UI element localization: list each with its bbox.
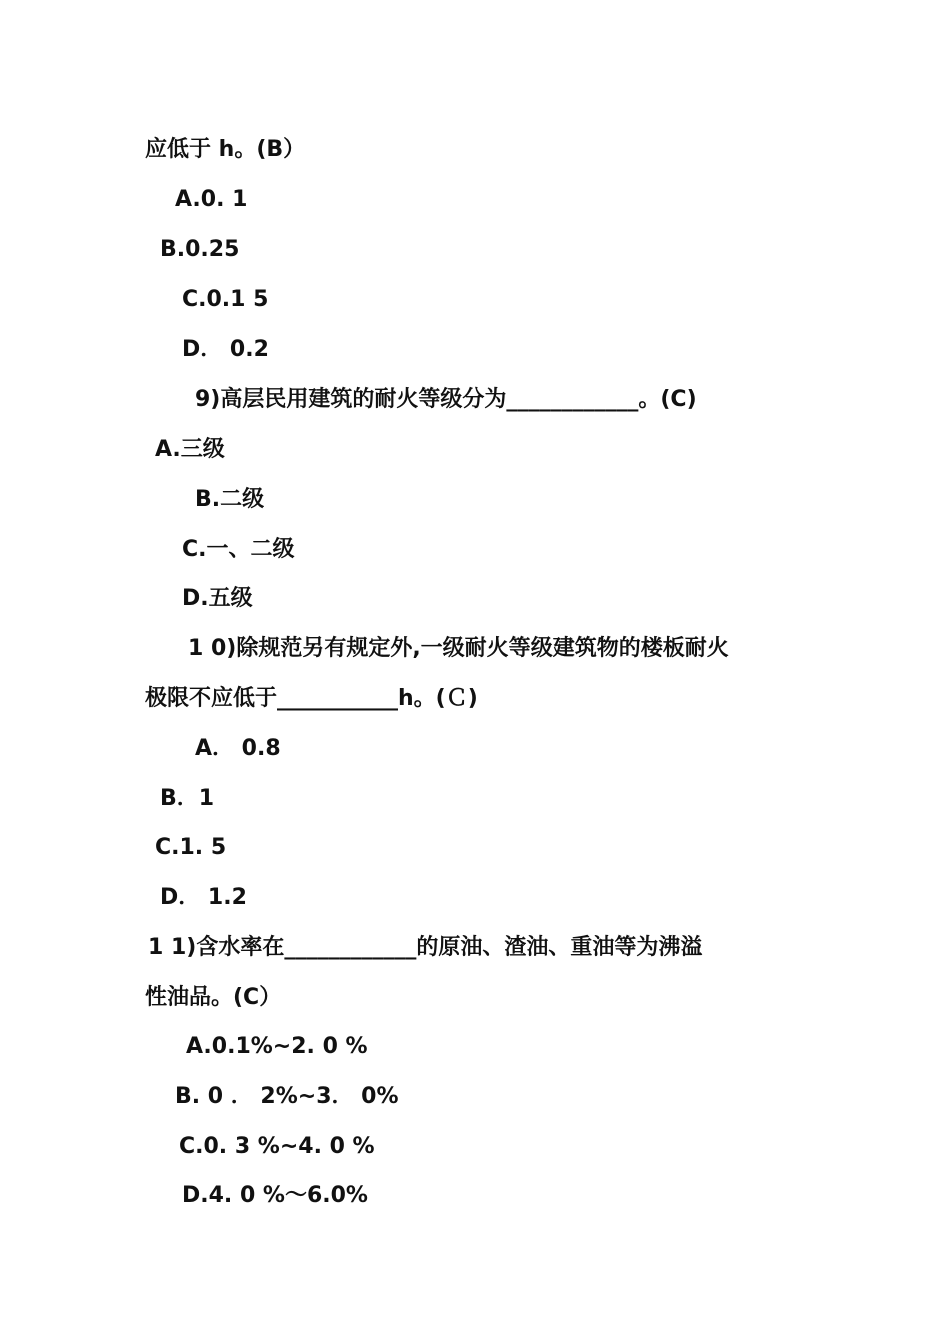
question-10-line-2: 极限不应低于___________h。(Ｃ) bbox=[145, 686, 478, 711]
option-10a: A． 0.8 bbox=[195, 736, 281, 761]
option-10b: B．1 bbox=[160, 786, 215, 811]
question-11-line-1: 1 1)含水率在____________的原油、渣油、重油等为沸溢 bbox=[148, 935, 703, 960]
option-8c: C.0.1 5 bbox=[182, 287, 269, 312]
option-9c: C.一、二级 bbox=[182, 537, 295, 562]
option-8b: B.0.25 bbox=[160, 237, 240, 262]
option-9b: B.二级 bbox=[195, 487, 265, 512]
option-10d: D． 1.2 bbox=[160, 885, 247, 910]
option-11c: C.0. 3 %~4. 0 % bbox=[179, 1134, 375, 1159]
option-9d: D.五级 bbox=[182, 586, 253, 611]
option-9a: A.三级 bbox=[155, 437, 225, 462]
option-8d: D． 0.2 bbox=[182, 337, 269, 362]
question-8-tail: 应低于 h。(B） bbox=[145, 137, 306, 162]
option-11a: A.0.1%~2. 0 % bbox=[186, 1034, 368, 1059]
question-10-line-1: 1 0)除规范另有规定外,一级耐火等级建筑物的楼板耐火 bbox=[188, 636, 729, 661]
option-11d: D.4. 0 %～6.0% bbox=[182, 1183, 368, 1208]
option-11b: B. 0 ． 2%~3． 0% bbox=[175, 1084, 399, 1109]
question-9: 9)高层民用建筑的耐火等级分为____________。(C) bbox=[195, 387, 697, 412]
question-11-line-2: 性油品。(C） bbox=[145, 985, 282, 1010]
option-8a: A.0. 1 bbox=[175, 187, 248, 212]
option-10c: C.1. 5 bbox=[155, 835, 227, 860]
